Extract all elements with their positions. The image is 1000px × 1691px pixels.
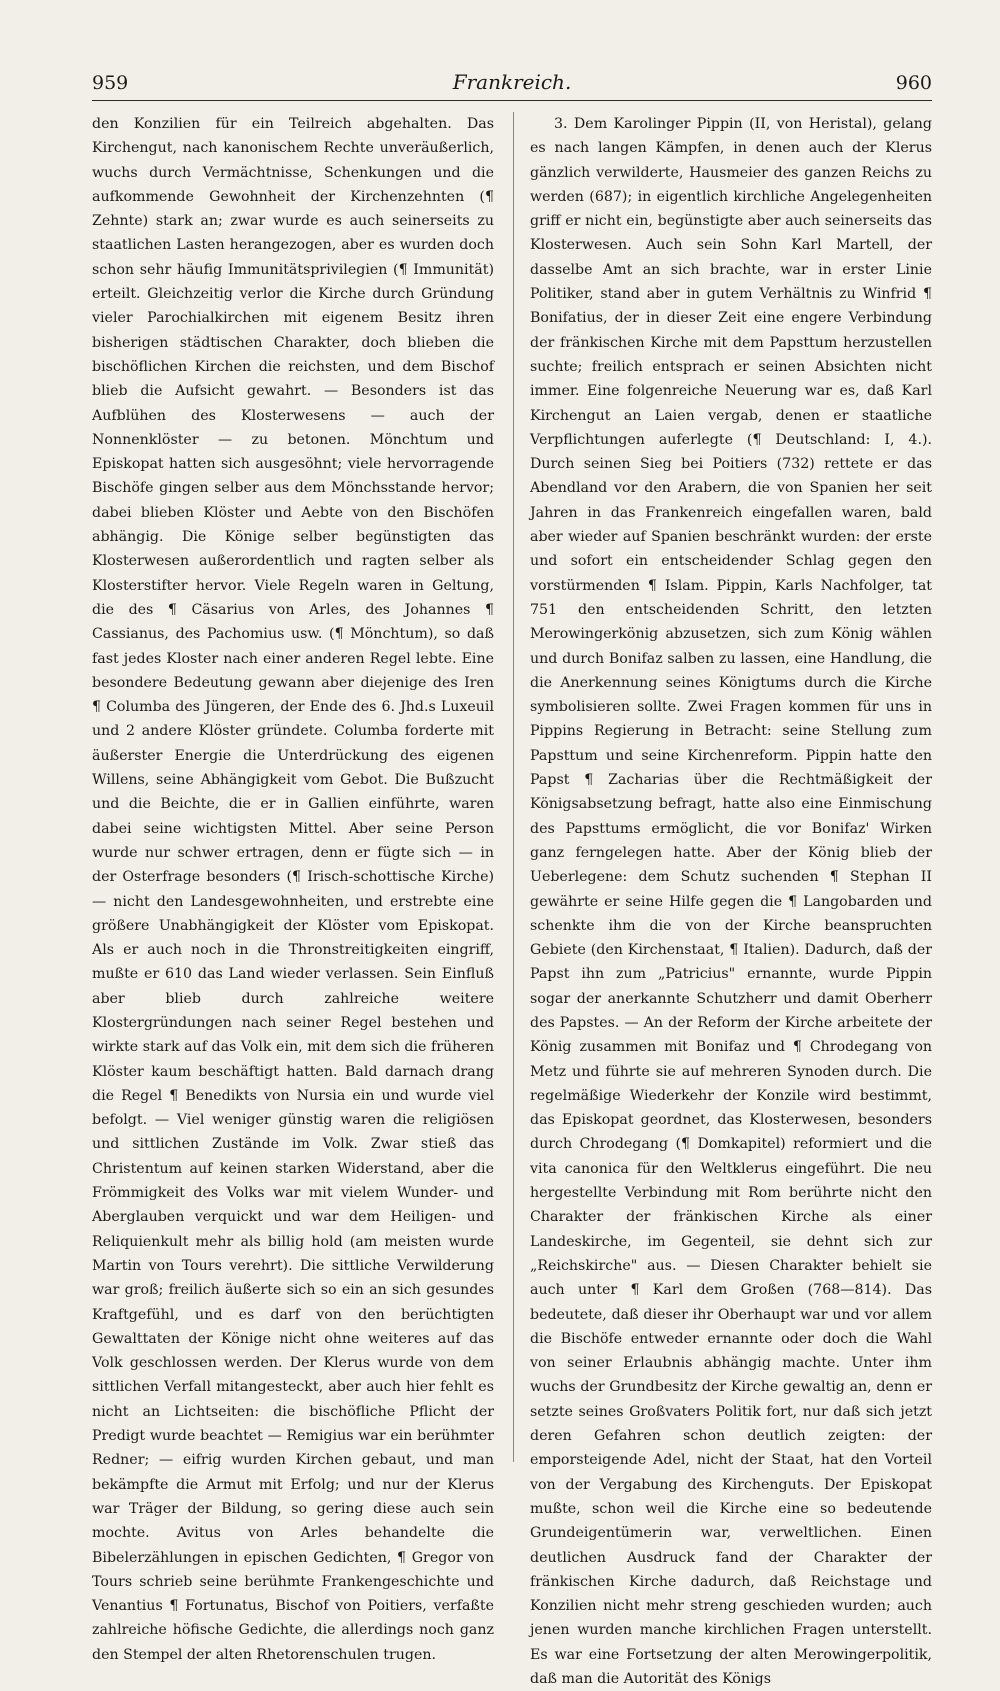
left-column-text: den Konzilien für ein Teilreich abgehalten. Das Kirchengut, nach kanonischem Rechte unveräußerlich, wuchs durch Vermächtnisse, Schenkungen und die aufkommende Gewohnheit der Kirchenzehnten (¶ Zehnte) stark an; zwar wurde es auch seinerseits zu staatlichen Lasten herangezogen, aber es wurden doch schon sehr häufig Immunitätsprivilegien (¶ Immunität) erteilt. Gleichzeitig verlor die Kirche durch Gründung vieler Parochialkirchen mit eigenem Besitz ihren bisherigen städtischen Charakter, doch blieben die bischöflichen Kirchen die reichsten, und dem Bischof blieb die Aufsicht gewahrt. — Besonders ist das Aufblühen des Klosterwesens — auch der Nonnenklöster — zu betonen. Mönchtum und Episkopat hatten sich ausgesöhnt; viele hervorragende Bischöfe gingen selber aus dem Mönchsstande hervor; dabei blieben Klöster und Aebte von den Bischöfen abhängig. Die Könige selber begünstigten das Klosterwesen außerordentlich und ragten selber als Klosterstifter hervor. Viele Regeln waren in Geltung, die des ¶ Cäsarius von Arles, des Johannes ¶ Cassianus, des Pachomius usw. (¶ Mönchtum), so daß fast jedes Kloster nach einer anderen Regel lebte. Eine besondere Bedeutung gewann aber diejenige des Iren ¶ Columba des Jüngeren, der Ende des 6. Jhd.s Luxeuil und 2 andere Klöster gründete. Columba forderte mit äußerster Energie die Unterdrückung des eigenen Willens, seine Abhängigkeit vom Gebot. Die Bußzucht und die Beichte, die er in Gallien einführte, waren dabei seine wichtigsten Mittel. Aber seine Person wurde nur schwer ertragen, denn er fügte sich — in der Osterfrage besonders (¶ Irisch-schottische Kirche) — nicht den Landesgewohnheiten, und erstrebte eine größere Unabhängigkeit der Klöster vom Episkopat. Als er auch noch in die Thronstreitigkeiten eingriff, mußte er 610 das Land wieder verlassen. Sein Einfluß aber blieb durch zahlreiche weitere Klostergründungen nach seiner Regel bestehen und wirkte stark auf das Volk ein, mit dem sich die früheren Klöster kaum beschäftigt hatten. Bald darnach drang die Regel ¶ Benedikts von Nursia ein und wurde viel befolgt. — Viel weniger günstig waren die religiösen und sittlichen Zustände im Volk. Zwar stieß das Christentum auf keinen starken Widerstand, aber die Frömmigkeit des Volks war mit vielem Wunder- und Aberglauben verquickt und war dem Heiligen- und Reliquienkult mehr als billig hold (am meisten wurde Martin von Tours verehrt). Die sittliche Verwilderung war groß; freilich äußerte sich so ein an sich gesundes Kraftgefühl, und es darf von den berüchtigten Gewalttaten der Könige nicht ohne weiteres auf das Volk geschlossen werden. Der Klerus wurde von dem sittlichen Verfall mitangesteckt, aber auch hier fehlt es nicht an Lichtseiten: die bischöfliche Pflicht der Predigt wurde beachtet — Remigius war ein berühmter Redner; — eifrig wurden Kirchen gebaut, und man bekämpfte die Armut mit Erfolg; und nur der Klerus war Träger der Bildung, so gering diese auch sein mochte. Avitus von Arles behandelte die Bibelerzählungen in epischen Gedichten, ¶ Gregor von Tours schrieb seine berühmte Frankengeschichte und Venantius ¶ Fortunatus, Bischof von Poitiers, verfaßte zahlreiche höfische Gedichte, die allerdings noch ganz den Stempel der alten Rhetorenschulen trugen. bbox=[92, 116, 494, 1663]
text-columns bbox=[92, 112, 932, 1687]
page-number-right: 960 bbox=[895, 72, 932, 94]
page-number-left: 959 bbox=[92, 72, 129, 94]
running-title: Frankreich. bbox=[452, 70, 572, 94]
right-column bbox=[530, 112, 932, 1687]
column-divider bbox=[513, 112, 514, 1462]
left-column bbox=[92, 112, 494, 1663]
page-header bbox=[92, 66, 932, 101]
right-column-text: 3. Dem Karolinger Pippin (II, von Heristal), gelang es nach langen Kämpfen, in denen auch der Klerus gänzlich verwilderte, Hausmeier des ganzen Reichs zu werden (687); in eigentlich kirchliche Angelegenheiten griff er nicht ein, begünstigte aber auch seinerseits das Klosterwesen. Auch sein Sohn Karl Martell, der dasselbe Amt an sich brachte, war in erster Linie Politiker, stand aber in gutem Verhältnis zu Winfrid ¶ Bonifatius, der in dieser Zeit eine engere Verbindung der fränkischen Kirche mit dem Papsttum herzustellen suchte; freilich entsprach er seinen Absichten nicht immer. Eine folgenreiche Neuerung war es, daß Karl Kirchengut an Laien vergab, denen er staatliche Verpflichtungen auferlegte (¶ Deutschland: I, 4.). Durch seinen Sieg bei Poitiers (732) rettete er das Abendland vor den Arabern, die von Spanien her seit Jahren in das Frankenreich eingefallen waren, bald aber wieder auf Spanien beschränkt wurden: der erste und sofort ein entscheidender Schlag gegen den vorstürmenden ¶ Islam. Pippin, Karls Nachfolger, tat 751 den entscheidenden Schritt, den letzten Merowingerkönig abzusetzen, sich zum König wählen und durch Bonifaz salben zu lassen, eine Handlung, die die Anerkennung seines Königtums durch die Kirche symbolisieren sollte. Zwei Fragen kommen für uns in Pippins Regierung in Betracht: seine Stellung zum Papsttum und seine Kirchenreform. Pippin hatte den Papst ¶ Zacharias über die Rechtmäßigkeit der Königsabsetzung befragt, hatte also eine Einmischung des Papsttums ermöglicht, die vor Bonifaz' Wirken ganz ferngelegen hatte. Aber der König blieb der Ueberlegene: dem Schutz suchenden ¶ Stephan II gewährte er seine Hilfe gegen die ¶ Langobarden und schenkte ihm die von der Kirche beanspruchten Gebiete (den Kirchenstaat, ¶ Italien). Dadurch, daß der Papst ihn zum „Patricius" ernannte, wurde Pippin sogar der anerkannte Schutzherr und damit Oberherr des Papstes. — An der Reform der Kirche arbeitete der König zusammen mit Bonifaz und ¶ Chrodegang von Metz und führte sie auf mehreren Synoden durch. Die regelmäßige Wiederkehr der Konzile wird bestimmt, das Episkopat geordnet, das Klosterwesen, besonders durch Chrodegang (¶ Domkapitel) reformiert und die vita canonica für den Weltklerus eingeführt. Die neu hergestellte Verbindung mit Rom berührte nicht den Charakter der fränkischen Kirche als einer Landeskirche, im Gegenteil, sie dehnt sich zur „Reichskirche" aus. — Diesen Charakter behielt sie auch unter ¶ Karl dem Großen (768—814). Das bedeutete, daß dieser ihr Oberhaupt war und vor allem die Bischöfe entweder ernannte oder doch die Wahl von seiner Erlaubnis abhängig machte. Unter ihm wuchs der Grundbesitz der Kirche gewaltig an, denn er setzte seines Großvaters Politik fort, nur daß sich jetzt deren Gefahren schon deutlich zeigten: der emporsteigende Adel, nicht der Staat, hat den Vorteil von der Vergabung des Kirchenguts. Der Episkopat mußte, schon weil die Kirche eine so bedeutende Grundeigentümerin war, verweltlichen. Einen deutlichen Ausdruck fand der Charakter der fränkischen Kirche dadurch, daß Reichstage und Konzilien nicht mehr streng geschieden wurden; auch jenen wurden manche kirchlichen Fragen unterstellt. Es war eine Fortsetzung der alten Merowingerpolitik, daß man die Autorität des Königs bbox=[530, 116, 932, 1687]
